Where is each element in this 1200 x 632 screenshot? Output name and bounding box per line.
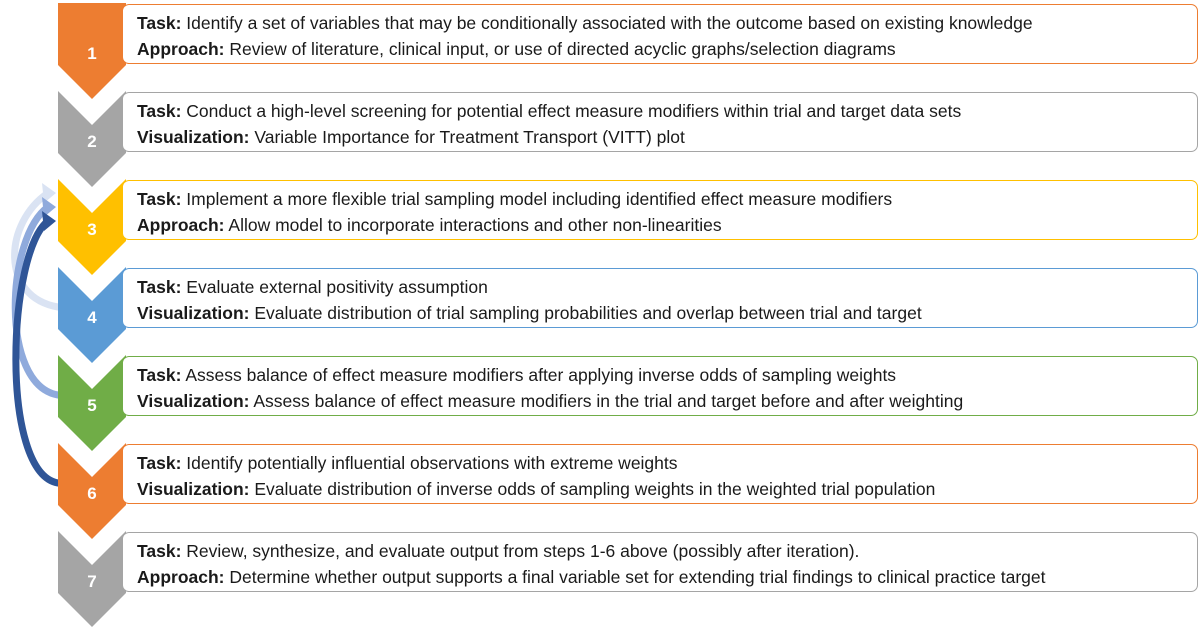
- detail-text: Determine whether output supports a final variable set for extending trial findings to clinical practice target: [224, 567, 1046, 587]
- step-1-task: [137, 10, 1197, 36]
- task-text: Conduct a high-level screening for potential effect measure modifiers within trial and target data sets: [181, 101, 962, 121]
- detail-text: Evaluate distribution of inverse odds of sampling weights in the weighted trial population: [249, 479, 936, 499]
- task-label: Task:: [137, 101, 182, 121]
- step-7-detail: [137, 564, 1197, 590]
- task-text: Implement a more flexible trial sampling model including identified effect measure modifiers: [181, 189, 893, 209]
- step-2-detail: [137, 124, 1197, 150]
- step-6-box: [122, 444, 1198, 504]
- step-2-task: [137, 98, 1197, 124]
- step-5-detail: [137, 388, 1197, 414]
- step-3-task: [137, 186, 1197, 212]
- step-1-number: 1: [87, 44, 97, 63]
- task-label: Task:: [137, 189, 182, 209]
- detail-label: Approach:: [137, 215, 225, 235]
- detail-text: Assess balance of effect measure modifiers in the trial and target before and after weighting: [249, 391, 964, 411]
- detail-label: Approach:: [137, 567, 225, 587]
- step-4-task: [137, 274, 1197, 300]
- step-4-box: [122, 268, 1198, 328]
- step-3-box: [122, 180, 1198, 240]
- step-6-detail: [137, 476, 1197, 502]
- step-3-detail: [137, 212, 1197, 238]
- step-1-detail: [137, 36, 1197, 62]
- feedback-arrows: [15, 183, 58, 483]
- task-label: Task:: [137, 453, 182, 473]
- task-text: Assess balance of effect measure modifiers after applying inverse odds of sampling weights: [181, 365, 897, 385]
- detail-label: Visualization:: [137, 479, 250, 499]
- step-6-task: [137, 450, 1197, 476]
- step-3-number: 3: [87, 220, 97, 239]
- task-text: Identify potentially influential observations with extreme weights: [181, 453, 678, 473]
- task-text: Review, synthesize, and evaluate output from steps 1-6 above (possibly after iteration).: [181, 541, 860, 561]
- step-5-box: [122, 356, 1198, 416]
- step-4-number: 4: [87, 308, 97, 327]
- task-label: Task:: [137, 13, 182, 33]
- task-label: Task:: [137, 277, 182, 297]
- task-text: Evaluate external positivity assumption: [181, 277, 488, 297]
- task-label: Task:: [137, 365, 182, 385]
- step-7-task: [137, 538, 1197, 564]
- task-text: Identify a set of variables that may be conditionally associated with the outcome based on existing knowledge: [181, 13, 1033, 33]
- step-5-task: [137, 362, 1197, 388]
- detail-text: Allow model to incorporate interactions and other non-linearities: [224, 215, 722, 235]
- step-5-number: 5: [87, 396, 97, 415]
- detail-text: Evaluate distribution of trial sampling probabilities and overlap between trial and target: [249, 303, 922, 323]
- step-2-number: 2: [87, 132, 97, 151]
- step-4-detail: [137, 300, 1197, 326]
- step-7-number: 7: [87, 572, 97, 591]
- step-7-box: [122, 532, 1198, 592]
- detail-label: Approach:: [137, 39, 225, 59]
- detail-text: Review of literature, clinical input, or use of directed acyclic graphs/selection diagrams: [224, 39, 896, 59]
- feedback-arrowhead-6: [42, 211, 56, 231]
- task-label: Task:: [137, 541, 182, 561]
- detail-label: Visualization:: [137, 303, 250, 323]
- step-1-box: [122, 4, 1198, 64]
- detail-label: Visualization:: [137, 391, 250, 411]
- step-6-number: 6: [87, 484, 97, 503]
- detail-text: Variable Importance for Treatment Transport (VITT) plot: [249, 127, 685, 147]
- detail-label: Visualization:: [137, 127, 250, 147]
- step-2-box: [122, 92, 1198, 152]
